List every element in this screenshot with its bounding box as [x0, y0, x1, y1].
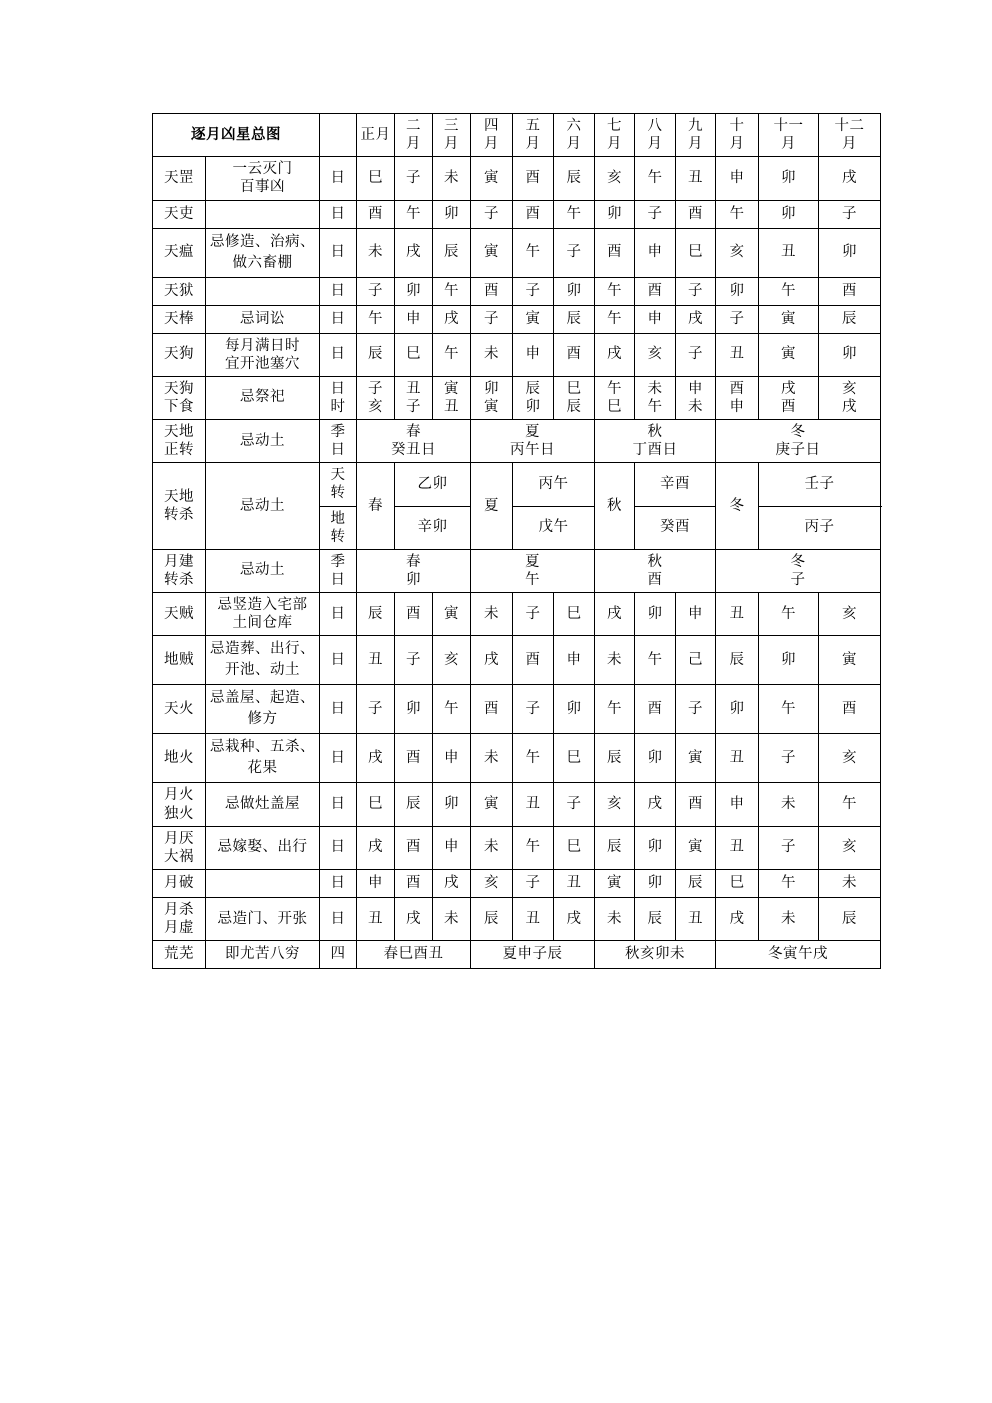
- table-row: [153, 277, 881, 305]
- month-value-cell: 卯: [759, 200, 819, 228]
- month-value-cell: 酉: [357, 200, 395, 228]
- table-row: [153, 869, 881, 897]
- month-value-cell: 寅: [819, 636, 881, 685]
- star-desc-cell: 忌造门、开张: [206, 897, 320, 940]
- month-value-cell: 丑 子: [395, 376, 433, 419]
- month-value-cell: 辰: [433, 228, 471, 277]
- unit-cell: 日: [320, 593, 357, 636]
- month-value-cell: 卯: [433, 783, 471, 826]
- star-desc-cell: [206, 200, 320, 228]
- month-value-cell: 巳: [357, 157, 395, 200]
- month-value-cell: 丑: [716, 734, 759, 783]
- star-desc-cell: 忌盖屋、起造、修方: [206, 685, 320, 734]
- month-value-cell: 酉: [395, 593, 433, 636]
- season-group-cell: 夏申子辰: [471, 941, 595, 969]
- month-header-1: 正月: [357, 114, 395, 157]
- star-desc-cell: 忌栽种、五杀、花果: [206, 734, 320, 783]
- month-value-cell: 巳: [676, 228, 716, 277]
- month-value-cell: 申: [357, 869, 395, 897]
- month-value-cell: 卯: [635, 734, 676, 783]
- star-name-cell: 天吏: [153, 200, 206, 228]
- month-value-cell: 丑: [716, 826, 759, 869]
- month-value-cell: 亥: [635, 333, 676, 376]
- month-value-cell: 酉: [635, 685, 676, 734]
- month-value-cell: 亥: [471, 869, 513, 897]
- star-desc-cell: 一云灭门 百事凶: [206, 157, 320, 200]
- unit-cell: 日: [320, 636, 357, 685]
- month-value-cell: 卯: [395, 685, 433, 734]
- month-value-cell: 子: [513, 685, 554, 734]
- month-value-cell: 戌: [554, 897, 595, 940]
- table-row: [153, 305, 881, 333]
- month-value-cell: 丑: [676, 897, 716, 940]
- month-value-cell: 未 午: [635, 376, 676, 419]
- month-value-cell: 辰: [395, 783, 433, 826]
- unit-cell: 四: [320, 941, 357, 969]
- month-value-cell: 子 亥: [357, 376, 395, 419]
- month-value-cell: 丑: [716, 593, 759, 636]
- month-value-cell: 酉: [635, 277, 676, 305]
- season-group-cell: 秋 酉: [595, 549, 716, 592]
- table-row-tiandi-zhuansha-top: [153, 463, 881, 506]
- season-group-cell: 夏 丙午日: [471, 420, 595, 463]
- star-name-cell: 月火 独火: [153, 783, 206, 826]
- month-value-cell: 卯: [635, 593, 676, 636]
- month-value-cell: 子: [513, 593, 554, 636]
- month-value-cell: 未: [471, 333, 513, 376]
- month-value-cell: 申: [676, 593, 716, 636]
- month-value-cell: 午: [759, 869, 819, 897]
- month-value-cell: 午: [635, 636, 676, 685]
- unit-cell: 日: [320, 228, 357, 277]
- month-value-cell: 未: [433, 897, 471, 940]
- month-value-cell: 酉: [513, 636, 554, 685]
- star-name-cell: 天地 正转: [153, 420, 206, 463]
- month-value-cell: 丑: [513, 897, 554, 940]
- tianzhuan-unit-cell: 天 转: [320, 463, 357, 506]
- month-value-cell: 巳: [395, 333, 433, 376]
- month-value-cell: 巳: [554, 734, 595, 783]
- month-value-cell: 卯: [759, 157, 819, 200]
- table-row: [153, 734, 881, 783]
- month-value-cell: 子: [676, 685, 716, 734]
- star-desc-cell: 忌词讼: [206, 305, 320, 333]
- month-value-cell: 申: [513, 333, 554, 376]
- month-value-cell: 寅: [433, 593, 471, 636]
- month-value-cell: 亥: [595, 157, 635, 200]
- month-value-cell: 辰: [716, 636, 759, 685]
- zhuansha-bottom-value-cell: 辛卯: [395, 506, 471, 549]
- month-value-cell: 午: [819, 783, 881, 826]
- month-value-cell: 未: [471, 734, 513, 783]
- month-header-10: 十 月: [716, 114, 759, 157]
- month-value-cell: 辰 卯: [513, 376, 554, 419]
- unit-cell: 日: [320, 200, 357, 228]
- star-desc-cell: 忌动土: [206, 463, 320, 550]
- table-row: [153, 685, 881, 734]
- month-value-cell: 辰: [819, 305, 881, 333]
- unit-cell: 日: [320, 734, 357, 783]
- unit-cell: 日: [320, 157, 357, 200]
- month-value-cell: 卯: [595, 200, 635, 228]
- month-value-cell: 卯: [759, 636, 819, 685]
- month-value-cell: 子: [759, 734, 819, 783]
- season-group-cell: 春巳酉丑: [357, 941, 471, 969]
- month-value-cell: 辰: [595, 826, 635, 869]
- month-value-cell: 酉: [395, 869, 433, 897]
- season-group-cell: 秋亥卯未: [595, 941, 716, 969]
- month-value-cell: 巳: [554, 593, 595, 636]
- month-value-cell: 未: [471, 593, 513, 636]
- month-value-cell: 丑: [554, 869, 595, 897]
- month-value-cell: 午: [433, 277, 471, 305]
- month-value-cell: 子: [554, 783, 595, 826]
- month-value-cell: 午: [357, 305, 395, 333]
- month-value-cell: 午: [595, 277, 635, 305]
- month-value-cell: 寅: [676, 734, 716, 783]
- month-header-3: 三 月: [433, 114, 471, 157]
- month-value-cell: 寅: [595, 869, 635, 897]
- month-value-cell: 丑: [759, 228, 819, 277]
- month-value-cell: 卯: [635, 826, 676, 869]
- month-value-cell: 戌: [716, 897, 759, 940]
- month-value-cell: 戌: [395, 897, 433, 940]
- month-value-cell: 寅: [471, 157, 513, 200]
- star-name-cell: 天狗 下食: [153, 376, 206, 419]
- month-value-cell: 子: [395, 157, 433, 200]
- star-desc-cell: 忌嫁娶、出行: [206, 826, 320, 869]
- star-name-cell: 月杀 月虚: [153, 897, 206, 940]
- month-value-cell: 戌: [595, 333, 635, 376]
- month-value-cell: 未: [357, 228, 395, 277]
- month-value-cell: 申: [433, 734, 471, 783]
- zhuansha-bottom-value-cell: 戊午: [513, 506, 595, 549]
- star-name-cell: 天罡: [153, 157, 206, 200]
- month-value-cell: 辰: [595, 734, 635, 783]
- star-desc-cell: 忌修造、治病、做六畜棚: [206, 228, 320, 277]
- month-value-cell: 戌: [433, 305, 471, 333]
- month-value-cell: 丑: [357, 897, 395, 940]
- star-desc-cell: [206, 277, 320, 305]
- month-header-9: 九 月: [676, 114, 716, 157]
- month-value-cell: 午 巳: [595, 376, 635, 419]
- month-value-cell: 戌: [471, 636, 513, 685]
- month-value-cell: 申: [635, 228, 676, 277]
- star-name-cell: 天狗: [153, 333, 206, 376]
- month-value-cell: 酉: [471, 685, 513, 734]
- month-value-cell: 午: [759, 593, 819, 636]
- month-value-cell: 亥: [716, 228, 759, 277]
- month-value-cell: 申 未: [676, 376, 716, 419]
- month-value-cell: 亥: [819, 826, 881, 869]
- month-value-cell: 酉: [513, 200, 554, 228]
- month-value-cell: 寅: [513, 305, 554, 333]
- unit-cell: 日: [320, 685, 357, 734]
- table-header-row: [153, 114, 881, 157]
- table-body: [153, 114, 881, 969]
- month-value-cell: 未: [595, 636, 635, 685]
- month-value-cell: 午: [759, 277, 819, 305]
- month-value-cell: 卯 寅: [471, 376, 513, 419]
- month-value-cell: 酉: [554, 333, 595, 376]
- month-value-cell: 巳: [716, 869, 759, 897]
- month-value-cell: 子: [357, 277, 395, 305]
- star-desc-cell: 忌做灶盖屋: [206, 783, 320, 826]
- star-name-cell: 地火: [153, 734, 206, 783]
- month-value-cell: 子: [676, 333, 716, 376]
- month-value-cell: 申: [716, 783, 759, 826]
- month-value-cell: 酉: [471, 277, 513, 305]
- month-value-cell: 丑: [676, 157, 716, 200]
- zhuansha-bottom-value-cell: 癸酉: [635, 506, 716, 549]
- month-value-cell: 寅: [471, 228, 513, 277]
- unit-column-header: [320, 114, 357, 157]
- star-name-cell: 天狱: [153, 277, 206, 305]
- unit-cell: 季 日: [320, 549, 357, 592]
- season-label-cell: 秋: [595, 463, 635, 550]
- page-title: 逐月凶星总图: [153, 114, 320, 157]
- season-label-cell: 夏: [471, 463, 513, 550]
- month-value-cell: 子: [819, 200, 881, 228]
- month-value-cell: 未: [759, 897, 819, 940]
- month-value-cell: 寅 丑: [433, 376, 471, 419]
- month-value-cell: 戌: [819, 157, 881, 200]
- month-value-cell: 子: [554, 228, 595, 277]
- month-value-cell: 申: [716, 157, 759, 200]
- month-value-cell: 卯: [433, 200, 471, 228]
- star-desc-cell: 忌竖造入宅部 土间仓库: [206, 593, 320, 636]
- star-name-cell: 天瘟: [153, 228, 206, 277]
- month-value-cell: 子: [357, 685, 395, 734]
- month-value-cell: 酉: [513, 157, 554, 200]
- star-name-cell: 天火: [153, 685, 206, 734]
- month-value-cell: 戌: [357, 826, 395, 869]
- table-row: [153, 228, 881, 277]
- month-value-cell: 辰: [554, 305, 595, 333]
- month-value-cell: 子: [471, 200, 513, 228]
- month-value-cell: 酉: [395, 734, 433, 783]
- month-value-cell: 未: [471, 826, 513, 869]
- month-header-5: 五 月: [513, 114, 554, 157]
- month-value-cell: 午: [395, 200, 433, 228]
- month-value-cell: 丑: [513, 783, 554, 826]
- month-value-cell: 子: [635, 200, 676, 228]
- month-value-cell: 戌: [357, 734, 395, 783]
- table-row: [153, 826, 881, 869]
- star-desc-cell: [206, 869, 320, 897]
- star-name-cell: 地贼: [153, 636, 206, 685]
- table-row: [153, 897, 881, 940]
- month-value-cell: 子: [513, 869, 554, 897]
- month-value-cell: 卯: [395, 277, 433, 305]
- month-value-cell: 丑: [357, 636, 395, 685]
- month-value-cell: 辰: [635, 897, 676, 940]
- star-desc-cell: 即尤苦八穷: [206, 941, 320, 969]
- unit-cell: 日: [320, 897, 357, 940]
- season-group-cell: 夏 午: [471, 549, 595, 592]
- star-desc-cell: 忌造葬、出行、开池、动土: [206, 636, 320, 685]
- month-value-cell: 午: [716, 200, 759, 228]
- month-value-cell: 寅: [471, 783, 513, 826]
- month-value-cell: 申: [433, 826, 471, 869]
- star-name-cell: 月建 转杀: [153, 549, 206, 592]
- table-row: [153, 376, 881, 419]
- month-value-cell: 亥: [819, 734, 881, 783]
- unit-cell: 日: [320, 783, 357, 826]
- month-header-11: 十一 月: [759, 114, 819, 157]
- table-row: [153, 783, 881, 826]
- month-value-cell: 卯: [554, 277, 595, 305]
- month-value-cell: 辰: [819, 897, 881, 940]
- zhuansha-top-value-cell: 壬子: [759, 463, 881, 506]
- month-value-cell: 戌: [395, 228, 433, 277]
- month-header-8: 八 月: [635, 114, 676, 157]
- month-value-cell: 子: [759, 826, 819, 869]
- month-value-cell: 申: [635, 305, 676, 333]
- table-row: [153, 593, 881, 636]
- month-value-cell: 卯: [635, 869, 676, 897]
- month-header-6: 六 月: [554, 114, 595, 157]
- month-value-cell: 亥: [595, 783, 635, 826]
- month-value-cell: 午: [433, 333, 471, 376]
- month-value-cell: 申: [554, 636, 595, 685]
- zhuansha-top-value-cell: 丙午: [513, 463, 595, 506]
- table-row: [153, 636, 881, 685]
- month-value-cell: 子: [513, 277, 554, 305]
- month-value-cell: 寅: [759, 333, 819, 376]
- month-value-cell: 午: [433, 685, 471, 734]
- month-value-cell: 子: [471, 305, 513, 333]
- month-value-cell: 寅: [759, 305, 819, 333]
- star-name-cell: 天棒: [153, 305, 206, 333]
- season-group-cell: 秋 丁酉日: [595, 420, 716, 463]
- season-group-cell: 春 卯: [357, 549, 471, 592]
- star-name-cell: 月破: [153, 869, 206, 897]
- zhuansha-top-value-cell: 辛酉: [635, 463, 716, 506]
- month-value-cell: 午: [513, 228, 554, 277]
- month-value-cell: 戌: [676, 305, 716, 333]
- season-group-cell: 冬 庚子日: [716, 420, 881, 463]
- season-label-cell: 冬: [716, 463, 759, 550]
- month-value-cell: 午: [513, 826, 554, 869]
- month-value-cell: 卯: [819, 333, 881, 376]
- star-desc-cell: 忌祭祀: [206, 376, 320, 419]
- unit-cell: 日: [320, 277, 357, 305]
- star-desc-cell: 忌动土: [206, 420, 320, 463]
- month-value-cell: 己: [676, 636, 716, 685]
- month-value-cell: 午: [595, 305, 635, 333]
- month-value-cell: 巳: [554, 826, 595, 869]
- month-value-cell: 酉: [676, 200, 716, 228]
- month-value-cell: 午: [595, 685, 635, 734]
- month-value-cell: 寅: [676, 826, 716, 869]
- month-value-cell: 卯: [716, 277, 759, 305]
- month-value-cell: 酉: [819, 685, 881, 734]
- month-value-cell: 巳 辰: [554, 376, 595, 419]
- month-value-cell: 酉: [595, 228, 635, 277]
- unit-cell: 日: [320, 333, 357, 376]
- month-value-cell: 午: [554, 200, 595, 228]
- month-value-cell: 申: [395, 305, 433, 333]
- star-desc-cell: 每月满日时 宜开池塞穴: [206, 333, 320, 376]
- month-value-cell: 酉 申: [716, 376, 759, 419]
- table-row-tiandi-zhengzhuan: [153, 420, 881, 463]
- unit-cell: 日: [320, 869, 357, 897]
- season-label-cell: 春: [357, 463, 395, 550]
- month-value-cell: 卯: [716, 685, 759, 734]
- season-group-cell: 冬 子: [716, 549, 881, 592]
- month-value-cell: 未: [433, 157, 471, 200]
- month-value-cell: 子: [716, 305, 759, 333]
- month-header-4: 四 月: [471, 114, 513, 157]
- month-value-cell: 酉: [395, 826, 433, 869]
- month-header-2: 二 月: [395, 114, 433, 157]
- month-value-cell: 子: [676, 277, 716, 305]
- month-value-cell: 辰: [471, 897, 513, 940]
- month-value-cell: 亥 戌: [819, 376, 881, 419]
- month-value-cell: 辰: [676, 869, 716, 897]
- monthly-malefic-stars-table: [152, 113, 881, 969]
- month-value-cell: 子: [395, 636, 433, 685]
- month-value-cell: 午: [635, 157, 676, 200]
- month-value-cell: 辰: [357, 333, 395, 376]
- unit-cell: 日 时: [320, 376, 357, 419]
- table-row-huangwu: [153, 941, 881, 969]
- month-value-cell: 巳: [357, 783, 395, 826]
- month-value-cell: 亥: [819, 593, 881, 636]
- table-row: [153, 157, 881, 200]
- month-value-cell: 戌: [595, 593, 635, 636]
- dizhuan-unit-cell: 地 转: [320, 506, 357, 549]
- unit-cell: 日: [320, 305, 357, 333]
- month-value-cell: 辰: [357, 593, 395, 636]
- month-value-cell: 卯: [554, 685, 595, 734]
- month-value-cell: 戌: [433, 869, 471, 897]
- month-value-cell: 戌: [635, 783, 676, 826]
- month-value-cell: 戌 酉: [759, 376, 819, 419]
- season-group-cell: 冬寅午戌: [716, 941, 881, 969]
- month-value-cell: 亥: [433, 636, 471, 685]
- month-value-cell: 辰: [554, 157, 595, 200]
- table-row: [153, 200, 881, 228]
- month-value-cell: 酉: [676, 783, 716, 826]
- month-header-7: 七 月: [595, 114, 635, 157]
- month-value-cell: 未: [595, 897, 635, 940]
- month-value-cell: 未: [759, 783, 819, 826]
- table-row-yuejian-zhuansha: [153, 549, 881, 592]
- month-value-cell: 午: [513, 734, 554, 783]
- star-name-cell: 荒芜: [153, 941, 206, 969]
- unit-cell: 季 日: [320, 420, 357, 463]
- unit-cell: 日: [320, 826, 357, 869]
- zhuansha-bottom-value-cell: 丙子: [759, 506, 881, 549]
- month-value-cell: 午: [759, 685, 819, 734]
- season-group-cell: 春 癸丑日: [357, 420, 471, 463]
- star-name-cell: 天地 转杀: [153, 463, 206, 550]
- month-header-12: 十二 月: [819, 114, 881, 157]
- star-name-cell: 天贼: [153, 593, 206, 636]
- month-value-cell: 酉: [819, 277, 881, 305]
- month-value-cell: 丑: [716, 333, 759, 376]
- table-row: [153, 333, 881, 376]
- zhuansha-top-value-cell: 乙卯: [395, 463, 471, 506]
- month-value-cell: 卯: [819, 228, 881, 277]
- star-name-cell: 月厌 大祸: [153, 826, 206, 869]
- star-desc-cell: 忌动土: [206, 549, 320, 592]
- month-value-cell: 未: [819, 869, 881, 897]
